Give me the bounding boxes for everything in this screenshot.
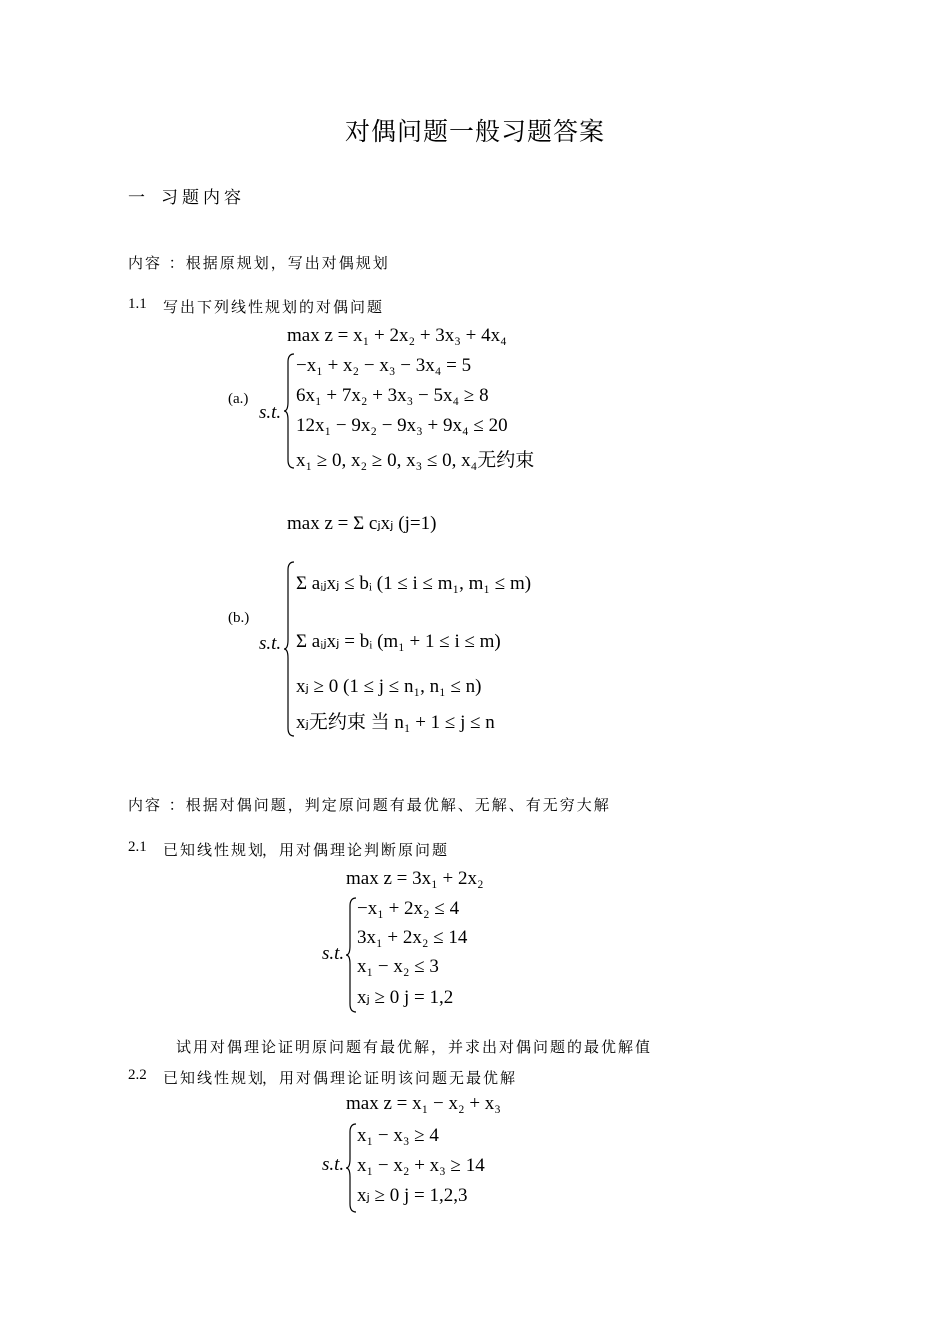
b-constraint-2: Σ aᵢⱼxⱼ = bᵢ (m₁ + 1 ≤ i ≤ m) (296, 631, 501, 652)
p21-constraint-3: x₁ − x₂ ≤ 3 (357, 956, 439, 977)
problem-2-1-text-b: ，用对偶理论判断原问题 (262, 841, 450, 859)
part2-intro: 内容 ：根据对偶问题，判定原问题有最优解、无解、有无穷大解 (128, 796, 611, 814)
p21-constraint-1: −x₁ + 2x₂ ≤ 4 (357, 898, 460, 919)
p22-st: s.t. (322, 1154, 345, 1175)
a-constraint-4: x₁ ≥ 0, x₂ ≥ 0, x₃ ≤ 0, x₄无约束 (296, 450, 535, 471)
p21-constraint-2: 3x₁ + 2x₂ ≤ 14 (357, 927, 468, 948)
p21-st: s.t. (322, 943, 345, 964)
p22-constraint-1: x₁ − x₃ ≥ 4 (357, 1125, 439, 1146)
problem-1-1-number: 1.1 (128, 296, 147, 312)
p22-objective: max z = x₁ − x₂ + x₃ (346, 1093, 501, 1114)
p22-constraint-2: x₁ − x₂ + x₃ ≥ 14 (357, 1155, 485, 1176)
a-st: s.t. (259, 402, 282, 423)
p21-constraint-4: xⱼ ≥ 0 j = 1,2 (357, 987, 454, 1008)
problem-2-1-text-a: 已知线性规划 (163, 841, 266, 859)
p21-conclusion: 试用对偶理论证明原问题有最优解，并求出对偶问题的最优解值 (176, 1038, 653, 1056)
b-constraint-3: xⱼ ≥ 0 (1 ≤ j ≤ n₁, n₁ ≤ n) (296, 676, 482, 697)
b-constraint-4: xⱼ无约束 当 n₁ + 1 ≤ j ≤ n (296, 712, 495, 733)
a-label: (a.) (228, 391, 249, 407)
a-brace (284, 352, 296, 470)
b-brace (284, 560, 296, 738)
p21-objective: max z = 3x₁ + 2x₂ (346, 868, 484, 889)
b-st: s.t. (259, 633, 282, 654)
page-title: 对偶问题一般习题答案 (344, 117, 605, 146)
p22-constraint-3: xⱼ ≥ 0 j = 1,2,3 (357, 1185, 468, 1206)
part1-intro: 内容 ：根据原规划，写出对偶规划 (128, 254, 390, 272)
b-constraint-1: Σ aᵢⱼxⱼ ≤ bᵢ (1 ≤ i ≤ m₁, m₁ ≤ m) (296, 573, 532, 594)
a-constraint-1: −x₁ + x₂ − x₃ − 3x₄ = 5 (296, 355, 472, 376)
problem-2-2-text-b: ，用对偶理论证明该问题无最优解 (262, 1069, 518, 1087)
section-heading: 习题内容 (161, 188, 245, 208)
problem-2-2-number: 2.2 (128, 1067, 147, 1083)
b-objective: max z = Σ cⱼxⱼ (j=1) (287, 513, 437, 534)
section-marker: 一 (128, 188, 149, 208)
b-label: (b.) (228, 610, 250, 626)
problem-2-2-text-a: 已知线性规划 (163, 1069, 266, 1087)
a-constraint-3: 12x₁ − 9x₂ − 9x₃ + 9x₄ ≤ 20 (296, 415, 508, 436)
a-constraint-2: 6x₁ + 7x₂ + 3x₃ − 5x₄ ≥ 8 (296, 385, 489, 406)
problem-2-1-number: 2.1 (128, 839, 147, 855)
a-objective: max z = x₁ + 2x₂ + 3x₃ + 4x₄ (287, 325, 507, 346)
problem-1-1-text: 写出下列线性规划的对偶问题 (163, 298, 385, 316)
